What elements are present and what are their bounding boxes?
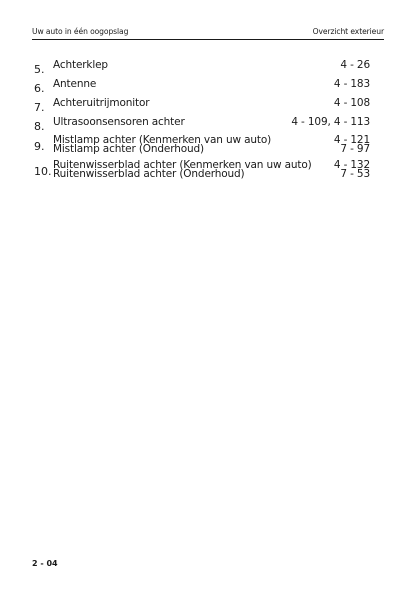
list-item: [34, 59, 370, 76]
item-number: 5.: [34, 63, 45, 76]
item-label: Mistlamp achter (Kenmerken van uw auto): [53, 134, 272, 146]
item-label: Ruitenwisserblad achter (Kenmerken van uw auto): [53, 159, 312, 171]
item-label: Antenne: [53, 78, 97, 90]
item-label: Achterklep: [53, 59, 108, 71]
list-item: [34, 135, 370, 153]
header-chapter-title: Uw auto in één oogopslag: [32, 27, 129, 36]
item-number: 10.: [34, 165, 52, 178]
item-page-ref: 4 - 132: [333, 159, 370, 171]
item-number: 9.: [34, 140, 45, 153]
item-label: Ruitenwisserblad achter (Onderhoud): [53, 167, 245, 180]
item-page-ref: 7 - 53: [340, 167, 370, 180]
list-item: [34, 78, 370, 95]
item-number: 6.: [34, 82, 45, 95]
item-line: [53, 167, 370, 180]
item-page-ref: 4 - 121: [333, 134, 370, 146]
item-page-ref: 4 - 183: [333, 78, 370, 90]
item-number: 7.: [34, 101, 45, 114]
list-item: [34, 160, 370, 178]
component-list: [34, 59, 370, 185]
list-item: [34, 97, 370, 114]
item-line: [53, 78, 370, 90]
item-page-ref: 4 - 108: [333, 97, 370, 109]
running-header: [32, 27, 384, 39]
list-item: [34, 116, 370, 133]
item-label: Ultrasoonsensoren achter: [53, 116, 185, 128]
page-number: 2 - 04: [32, 559, 58, 568]
item-line: [53, 116, 370, 128]
header-divider: [32, 39, 384, 40]
item-label: Mistlamp achter (Onderhoud): [53, 142, 204, 155]
item-label: Achteruitrijmonitor: [53, 97, 150, 109]
item-number: 8.: [34, 120, 45, 133]
item-page-ref: 4 - 26: [340, 59, 370, 71]
item-line: [53, 59, 370, 71]
item-page-ref: 7 - 97: [340, 142, 370, 155]
header-section-title: Overzicht exterieur: [312, 27, 384, 36]
item-line: [53, 97, 370, 109]
item-page-ref: 4 - 109, 4 - 113: [291, 116, 370, 128]
